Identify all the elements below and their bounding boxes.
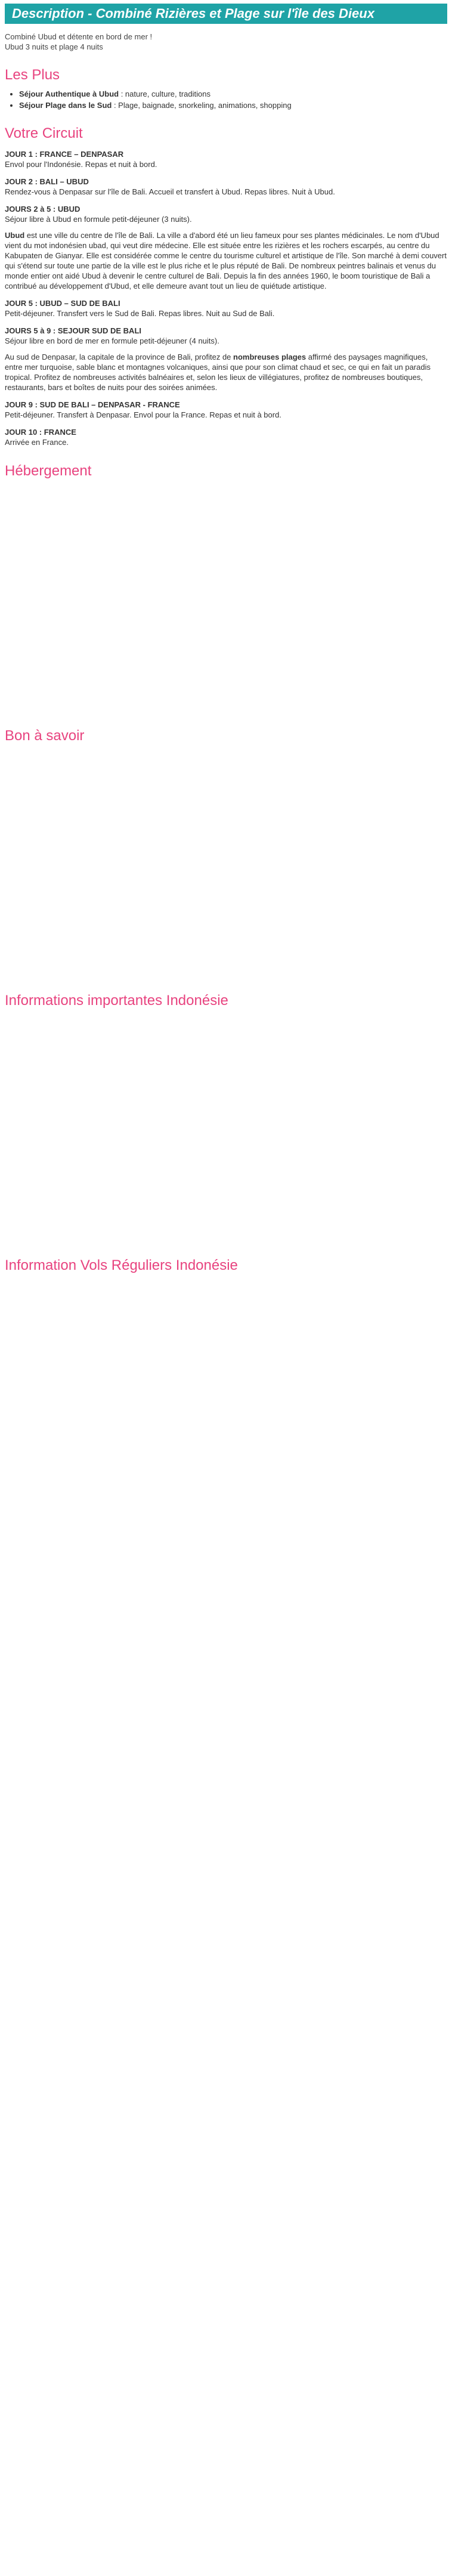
day-description: Séjour libre à Ubud en formule petit-déjeuner (3 nuits). <box>5 215 192 224</box>
section-heading-vols: Information Vols Réguliers Indonésie <box>5 1257 238 1273</box>
day-heading: JOUR 1 : FRANCE – DENPASAR <box>5 150 124 159</box>
section-heading-hebergement: Hébergement <box>5 463 92 479</box>
plus-item-text: : Plage, baignade, snorkeling, animations, shopping <box>112 101 292 110</box>
section-body-vols <box>5 1280 447 1507</box>
sud-text-pre: Au sud de Denpasar, la capitale de la province de Bali, profitez de <box>5 352 234 361</box>
sud-paragraph <box>5 352 447 392</box>
page-title: Description - Combiné Rizières et Plage sur l'île des Dieux <box>5 4 447 24</box>
plus-item <box>19 89 447 98</box>
day-block <box>5 149 447 169</box>
lead <box>5 32 447 51</box>
section-heading-infos-indonesie: Informations importantes Indonésie <box>5 992 228 1009</box>
day-heading: JOUR 2 : BALI – UBUD <box>5 177 89 186</box>
section-heading-circuit: Votre Circuit <box>5 125 83 141</box>
plus-list <box>19 89 447 110</box>
day-description: Rendez-vous à Denpasar sur l'île de Bali. Accueil et transfert à Ubud. Repas libres. Nuit à Ubud. <box>5 187 335 196</box>
section-body-bon-a-savoir <box>5 750 447 977</box>
plus-item-strong: Séjour Authentique à Ubud <box>19 89 119 98</box>
day-block <box>5 326 447 346</box>
ubud-text: est une ville du centre de l'île de Bali. La ville a d'abord été un lieu fameux pour ses plantes médicinales. Le nom d'Ubud vient du mot indonésien ubad, qui veut dire médecine. Elle est située entre les rizières et les rochers escarpés, au centre du Kabupaten de Gianyar. Elle est considérée comme le centre du tourisme culturel et artistique de l'île. Son marché à demi couvert qui s'étend sur toute une partie de la ville est le plus riche et le plus réputé de Bali. De nombreux peintres balinais et venus du monde entier ont aidé Ubud à devenir le centre culturel de Bali. Depuis la fin des années 1960, le boom touristique de Bali a contribué au développement d'Ubud, et elle demeure avant tout un lieu de quiétude artistique. <box>5 231 447 290</box>
plus-item-text: : nature, culture, traditions <box>119 89 210 98</box>
plus-item-strong: Séjour Plage dans le Sud <box>19 101 112 110</box>
sud-text-post: affirmé des paysages magnifiques, entre mer turquoise, sable blanc et montagnes volcaniques, ainsi que pour son climat chaud et sec, ce qui en fait un paradis tropical. Profitez de nombreuses activités balnéaires et, selon les lieux de villégiatures, profitez de nombreuses boutiques, restaurants, bars et boîtes de nuits pour des soirées animées. <box>5 352 431 392</box>
day-heading: JOUR 10 : FRANCE <box>5 428 76 437</box>
day-heading: JOURS 2 à 5 : UBUD <box>5 205 81 214</box>
section-body-infos-indonesie <box>5 1015 447 1242</box>
plus-item <box>19 101 447 110</box>
sud-strong: nombreuses plages <box>233 352 307 361</box>
section-heading-bon-a-savoir: Bon à savoir <box>5 728 85 744</box>
ubud-strong: Ubud <box>5 231 25 240</box>
section-heading-plus: Les Plus <box>5 67 60 83</box>
ubud-paragraph <box>5 230 447 291</box>
day-heading: JOUR 9 : SUD DE BALI – DENPASAR - FRANCE <box>5 400 180 409</box>
day-block <box>5 400 447 420</box>
day-block <box>5 204 447 224</box>
day-description: Petit-déjeuner. Transfert vers le Sud de Bali. Repas libres. Nuit au Sud de Bali. <box>5 309 275 318</box>
day-description: Arrivée en France. <box>5 438 69 447</box>
day-block <box>5 298 447 318</box>
day-description: Séjour libre en bord de mer en formule petit-déjeuner (4 nuits). <box>5 336 219 345</box>
day-heading: JOURS 5 à 9 : SEJOUR SUD DE BALI <box>5 326 141 335</box>
lead-line: Combiné Ubud et détente en bord de mer ! <box>5 32 153 41</box>
day-description: Petit-déjeuner. Transfert à Denpasar. Envol pour la France. Repas et nuit à bord. <box>5 410 281 419</box>
day-block <box>5 427 447 447</box>
day-block <box>5 177 447 197</box>
day-heading: JOUR 5 : UBUD – SUD DE BALI <box>5 299 120 308</box>
day-description: Envol pour l'Indonésie. Repas et nuit à bord. <box>5 160 157 169</box>
lead-line: Ubud 3 nuits et plage 4 nuits <box>5 42 103 51</box>
section-body-hebergement <box>5 485 447 712</box>
